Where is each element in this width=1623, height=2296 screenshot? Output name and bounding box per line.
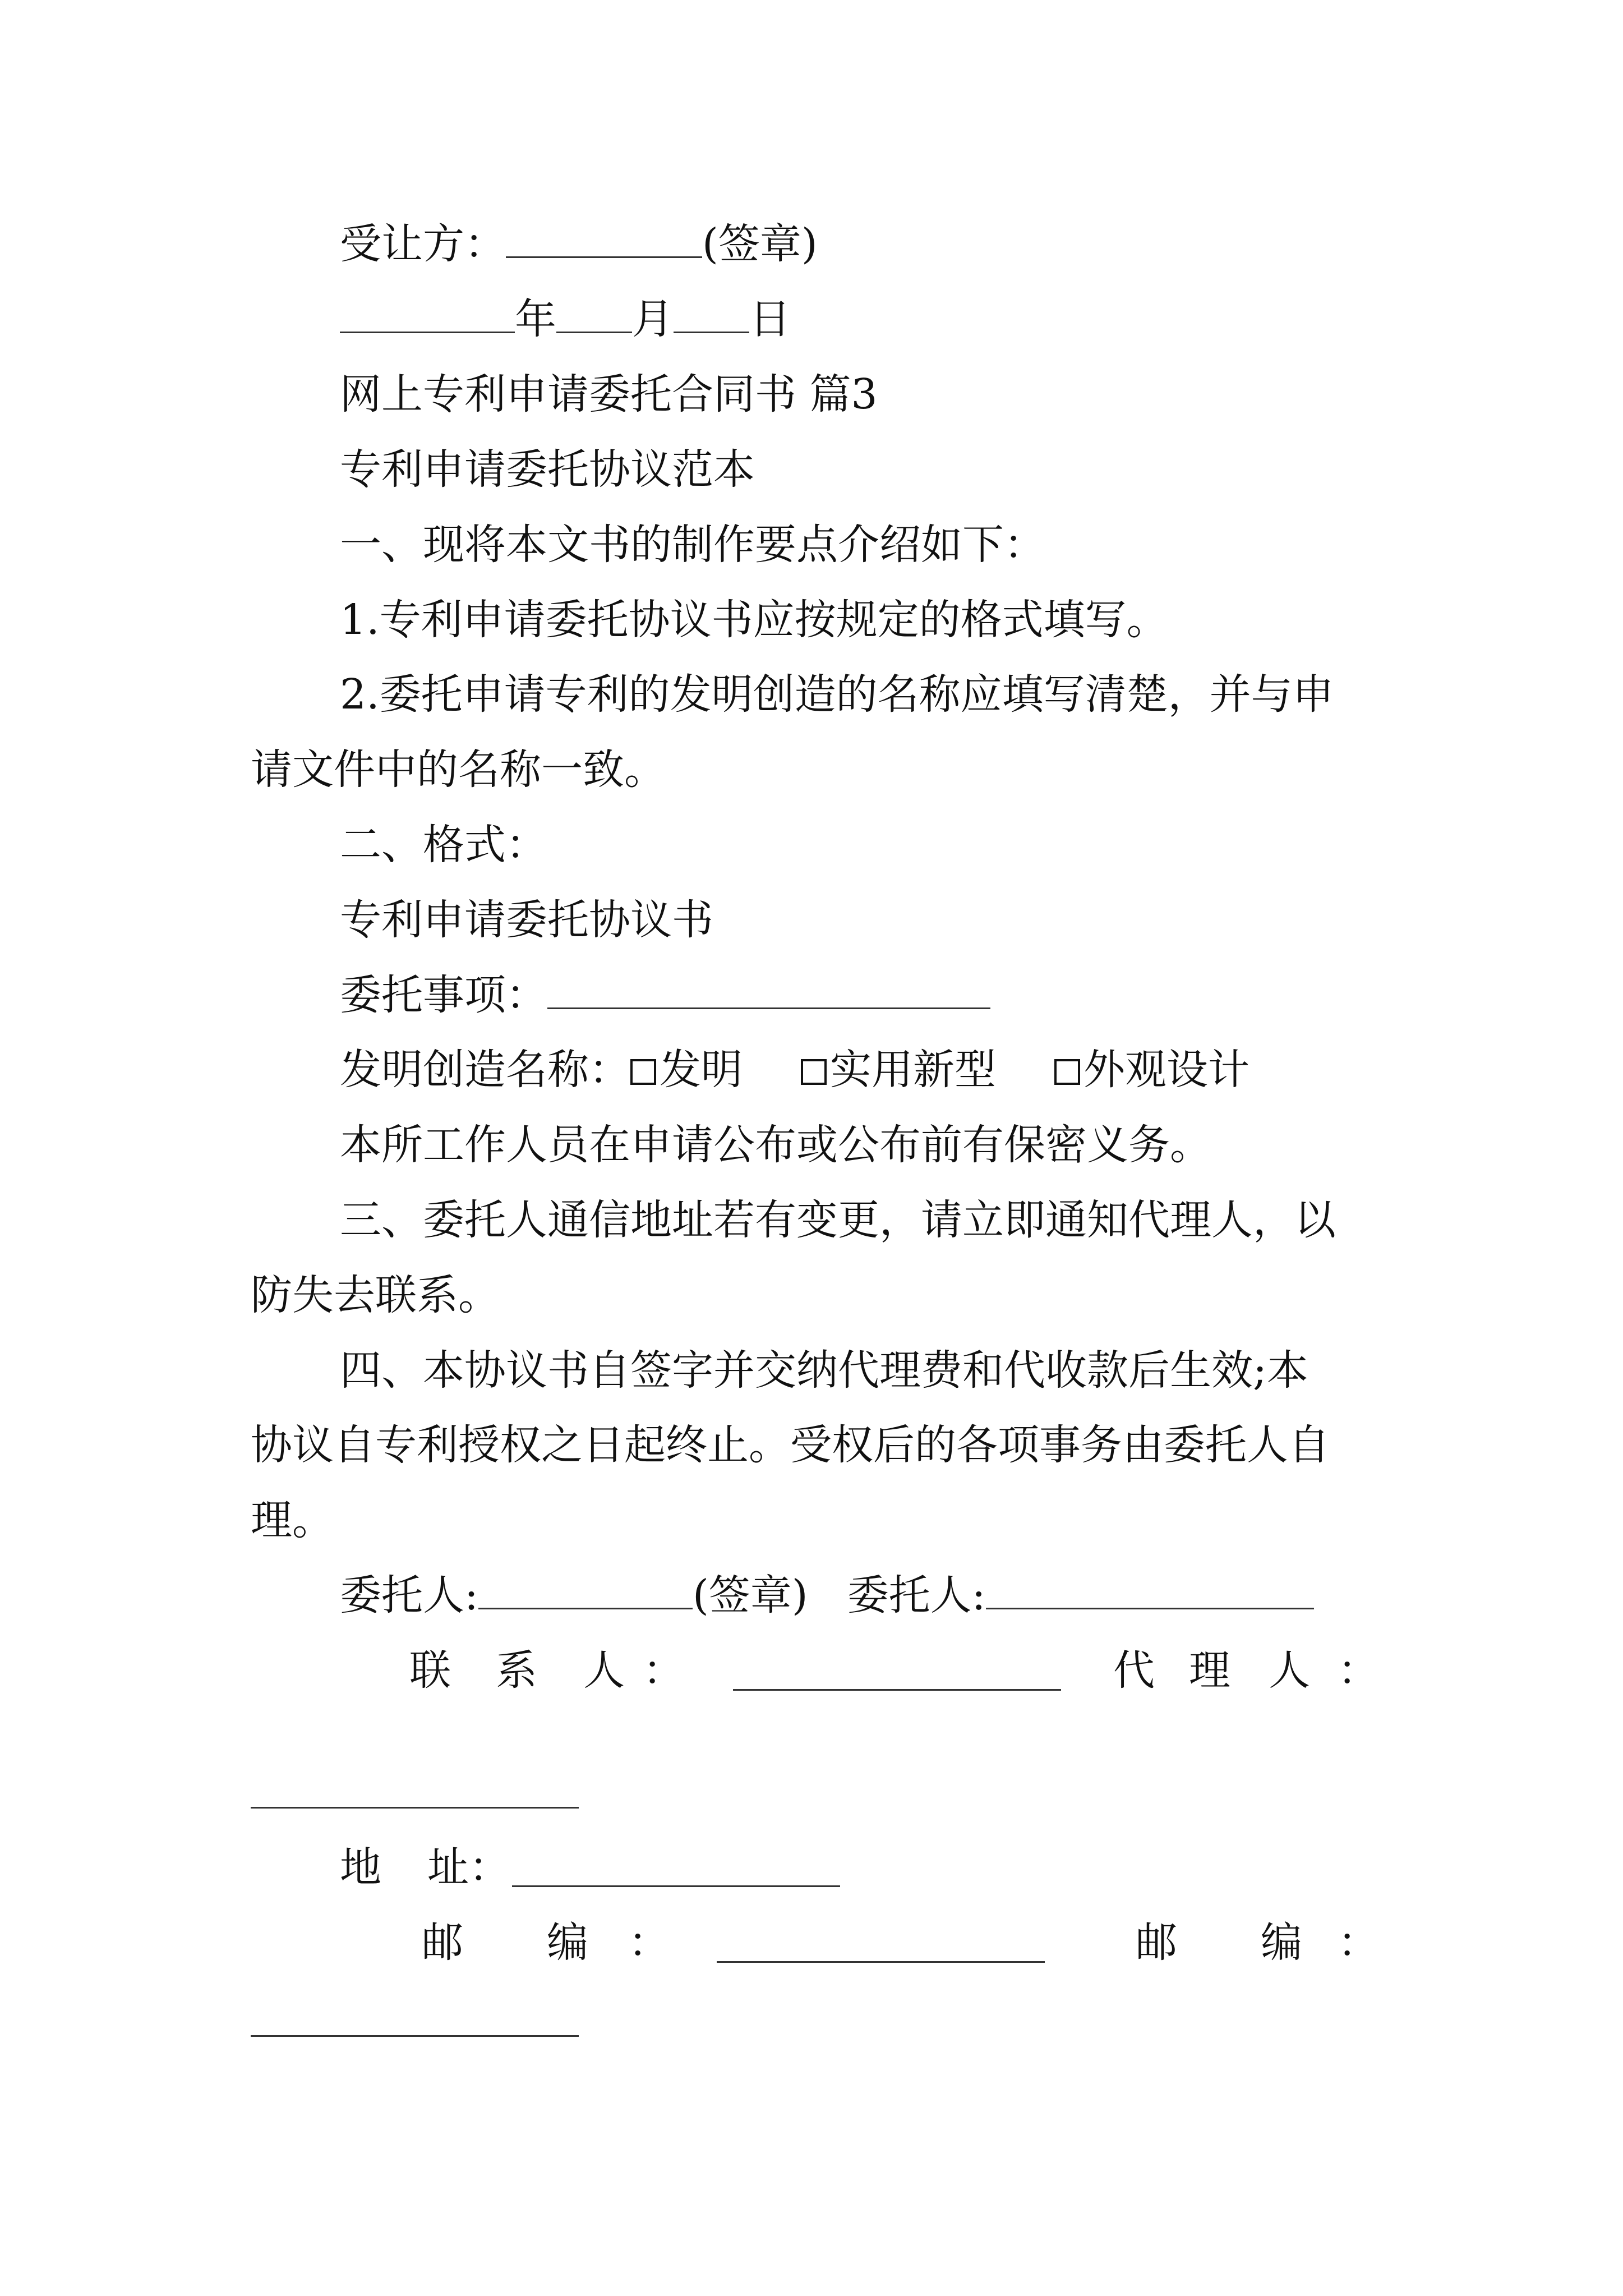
option-utility-model: 实用新型: [830, 1046, 996, 1094]
entrusted-matter-blank[interactable]: [547, 970, 990, 1009]
paragraph: 本所工作人员在申请公布或公布前有保密义务。: [340, 1121, 1211, 1169]
postcode-blank[interactable]: [717, 1961, 1045, 1963]
day-blank[interactable]: [674, 295, 749, 333]
agent-char-1: 代: [1113, 1646, 1155, 1695]
paragraph: 三、委托人通信地址若有变更，请立即通知代理人，以: [340, 1196, 1336, 1244]
agent-char-2: 理: [1189, 1646, 1230, 1695]
section-heading: 网上专利申请委托合同书 篇3: [340, 370, 878, 418]
address-char-1: 地: [340, 1843, 381, 1892]
day-label: 日: [749, 295, 791, 343]
option-design: 外观设计: [1083, 1046, 1249, 1094]
postcode-char-2: 编: [547, 1918, 588, 1967]
paragraph: 2.委托申请专利的发明创造的名称应填写清楚，并与申: [340, 670, 1334, 719]
contact-char-2: 系: [496, 1646, 537, 1695]
principal-label: 委托人:: [340, 1571, 478, 1619]
month-label: 月: [632, 295, 674, 343]
address-blank[interactable]: [512, 1885, 840, 1887]
postcode-char-4: 编: [1261, 1918, 1302, 1967]
template-title: 专利申请委托协议范本: [340, 445, 755, 494]
principal-label-2: 委托人:: [847, 1571, 986, 1619]
contact-char-1: 联: [409, 1646, 451, 1695]
postcode-colon-2: ：: [1338, 1918, 1379, 1967]
assignee-label: 受让方：: [340, 220, 506, 268]
paragraph-continuation: 防失去联系。: [251, 1271, 500, 1319]
checkbox-utility-model[interactable]: [801, 1059, 827, 1085]
checkbox-design[interactable]: [1054, 1059, 1080, 1085]
contact-char-3: 人: [583, 1646, 625, 1695]
paragraph: 一、现将本文书的制作要点介绍如下：: [340, 521, 1045, 569]
date-line: [340, 291, 791, 347]
form-title: 专利申请委托协议书: [340, 896, 713, 944]
postcode-char-1: 邮: [422, 1918, 463, 1967]
agent-colon: ：: [1338, 1646, 1379, 1695]
assignee-signature-line: [340, 216, 818, 272]
paragraph: 四、本协议书自签字并交纳代理费和代收款后生效;本: [340, 1346, 1308, 1395]
checkbox-invention[interactable]: [630, 1059, 656, 1085]
paragraph: 1.专利申请委托协议书应按规定的格式填写。: [340, 596, 1168, 644]
seal-label: (签章): [692, 1571, 808, 1619]
year-label: 年: [515, 295, 556, 343]
option-invention: 发明: [660, 1046, 743, 1094]
invention-type-label: 发明创造名称：: [340, 1046, 630, 1094]
paragraph: 二、格式：: [340, 821, 547, 869]
paragraph-continuation: 理。: [251, 1496, 334, 1544]
year-blank[interactable]: [340, 295, 515, 333]
contact-blank[interactable]: [733, 1689, 1061, 1691]
seal-label: (签章): [702, 220, 818, 268]
invention-type-line: [340, 1042, 1249, 1098]
contact-colon: ：: [643, 1646, 684, 1695]
principal-blank[interactable]: [478, 1571, 693, 1609]
agent-char-3: 人: [1269, 1646, 1310, 1695]
address-char-2: 址：: [427, 1843, 510, 1892]
postcode-blank-2[interactable]: [251, 2035, 579, 2037]
postcode-colon: ：: [628, 1918, 670, 1967]
principal-signature-line: [340, 1567, 1314, 1623]
paragraph-continuation: 协议自专利授权之日起终止。受权后的各项事务由委托人自: [251, 1421, 1330, 1469]
entrusted-matter-line: [340, 967, 990, 1023]
month-blank[interactable]: [556, 295, 632, 333]
postcode-char-3: 邮: [1136, 1918, 1177, 1967]
principal-blank-2[interactable]: [986, 1571, 1314, 1609]
agent-blank[interactable]: [251, 1807, 579, 1809]
entrusted-matter-label: 委托事项：: [340, 971, 547, 1019]
assignee-blank[interactable]: [506, 219, 702, 258]
paragraph-continuation: 请文件中的名称一致。: [251, 746, 666, 794]
